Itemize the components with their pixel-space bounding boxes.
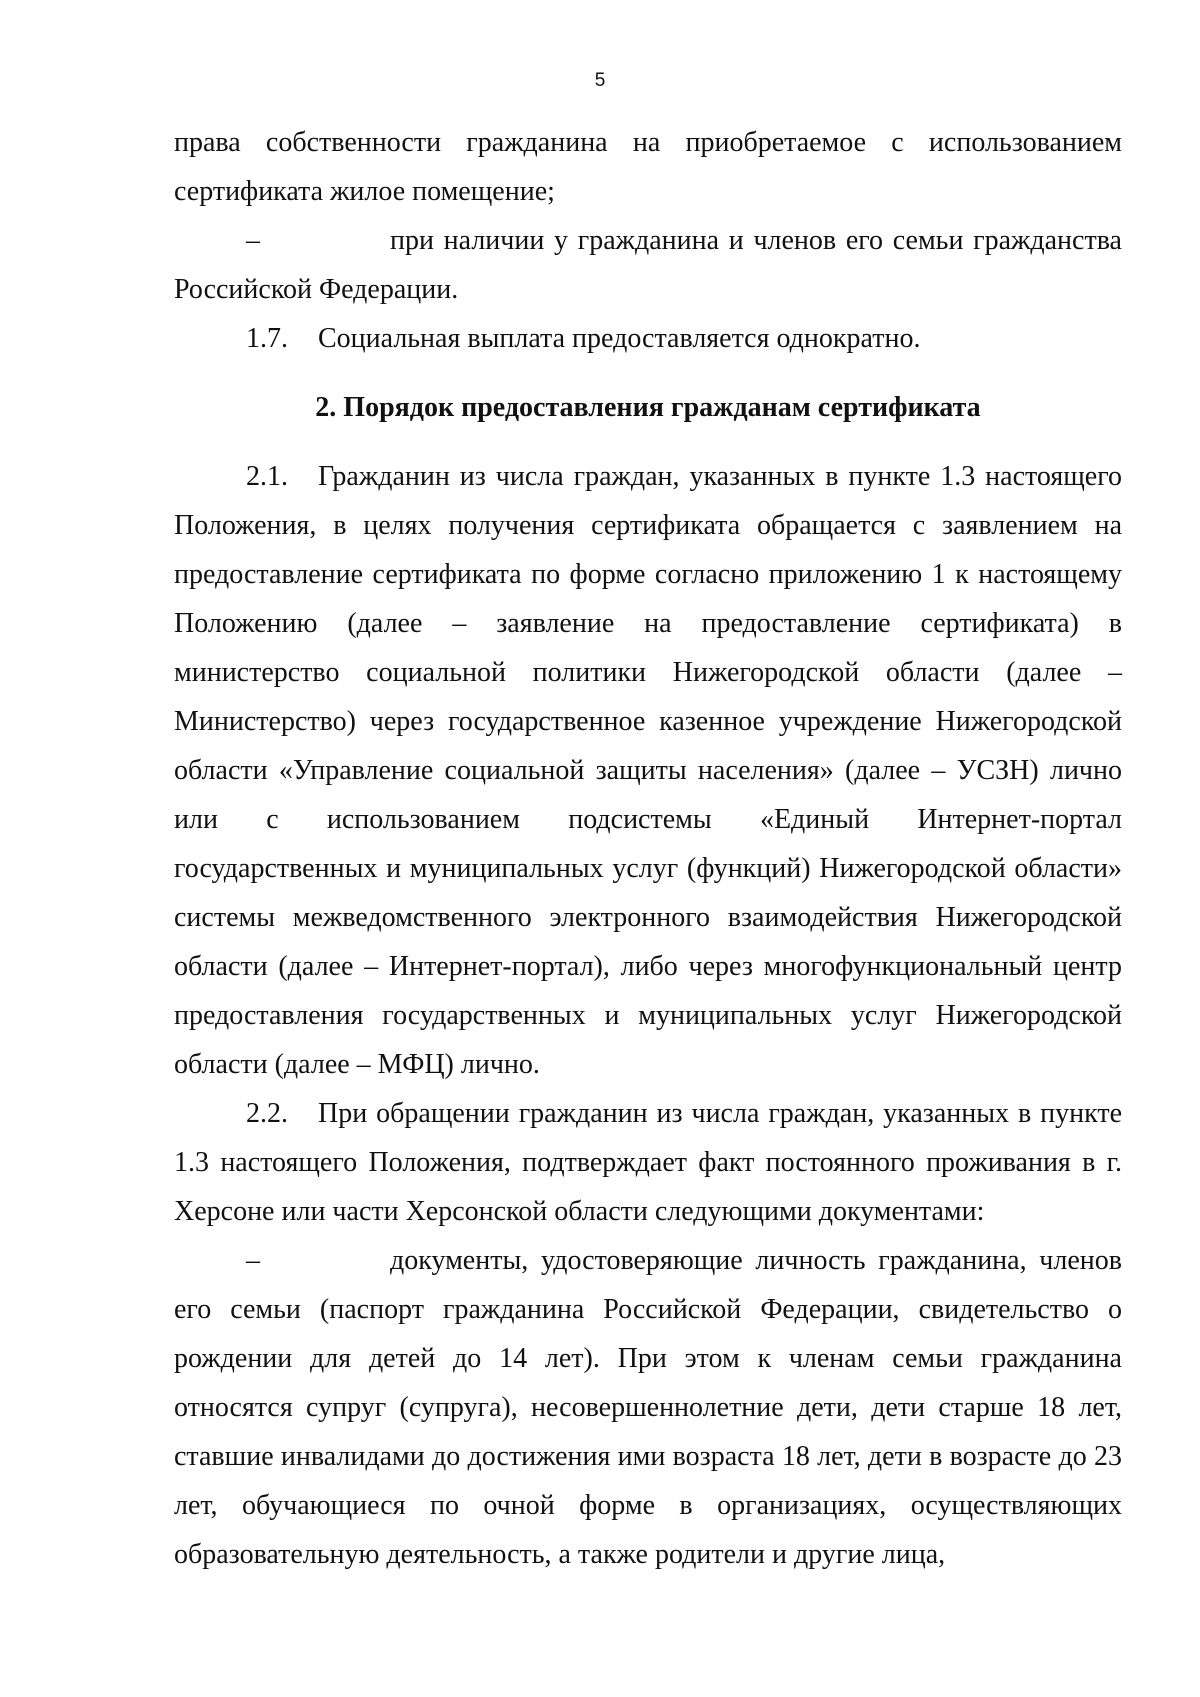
clause-text: При обращении гражданин из числа граждан, указанных в пункте 1.3 настоящего Положения, подтверждает факт постоянного проживания в г. Херсоне или части Херсонской области следующими документами:: [174, 1098, 1122, 1227]
list-item-citizenship: [174, 216, 1122, 314]
clause-number: 2.2.: [246, 1098, 288, 1129]
clause-2-2: [174, 1089, 1122, 1236]
paragraph-continuation: права собственности гражданина на приобретаемое с использованием сертификата жилое помещение;: [174, 127, 1122, 207]
clause-number: 1.7.: [246, 323, 288, 354]
list-item-text: документы, удостоверяющие личность гражданина, членов его семьи (паспорт гражданина Российской Федерации, свидетельство о рождении для детей до 14 лет). При этом к членам семьи гражданина относятся супруг (супруга), несовершеннолетние дети, дети старше 18 лет, ставшие инвалидами до достижения ими возраста 18 лет, дети в возрасте до 23 лет, обучающиеся по очной форме в организациях, осуществляющих образовательную деятельность, а также родители и другие лица,: [174, 1245, 1122, 1570]
page-number: 5: [594, 70, 606, 91]
list-item-documents: [174, 1236, 1122, 1579]
document-body: [174, 118, 1122, 1579]
clause-number: 2.1.: [246, 461, 288, 492]
clause-text: Гражданин из числа граждан, указанных в пункте 1.3 настоящего Положения, в целях получения сертификата обращается с заявлением на предоставление сертификата по форме согласно приложению 1 к настоящему Положению (далее – заявление на предоставление сертификата) в министерство социальной политики Нижегородской области (далее – Министерство) через государственное казенное учреждение Нижегородской области «Управление социальной защиты населения» (далее – УСЗН) лично или с использованием подсистемы «Единый Интернет-портал государственных и муниципальных услуг (функций) Нижегородской области» системы межведомственного электронного взаимодействия Нижегородской области (далее – Интернет-портал), либо через многофункциональный центр предоставления государственных и муниципальных услуг Нижегородской области (далее – МФЦ) лично.: [174, 461, 1122, 1080]
list-dash: –: [246, 1245, 260, 1276]
clause-text: Социальная выплата предоставляется однократно.: [318, 323, 921, 354]
list-item-text: при наличии у гражданина и членов его семьи гражданства Российской Федерации.: [174, 225, 1122, 305]
clause-2-1: [174, 452, 1122, 1089]
section-heading: 2. Порядок предоставления гражданам сертификата: [315, 392, 981, 423]
clause-1-7: [174, 314, 1122, 363]
list-dash: –: [246, 225, 260, 256]
